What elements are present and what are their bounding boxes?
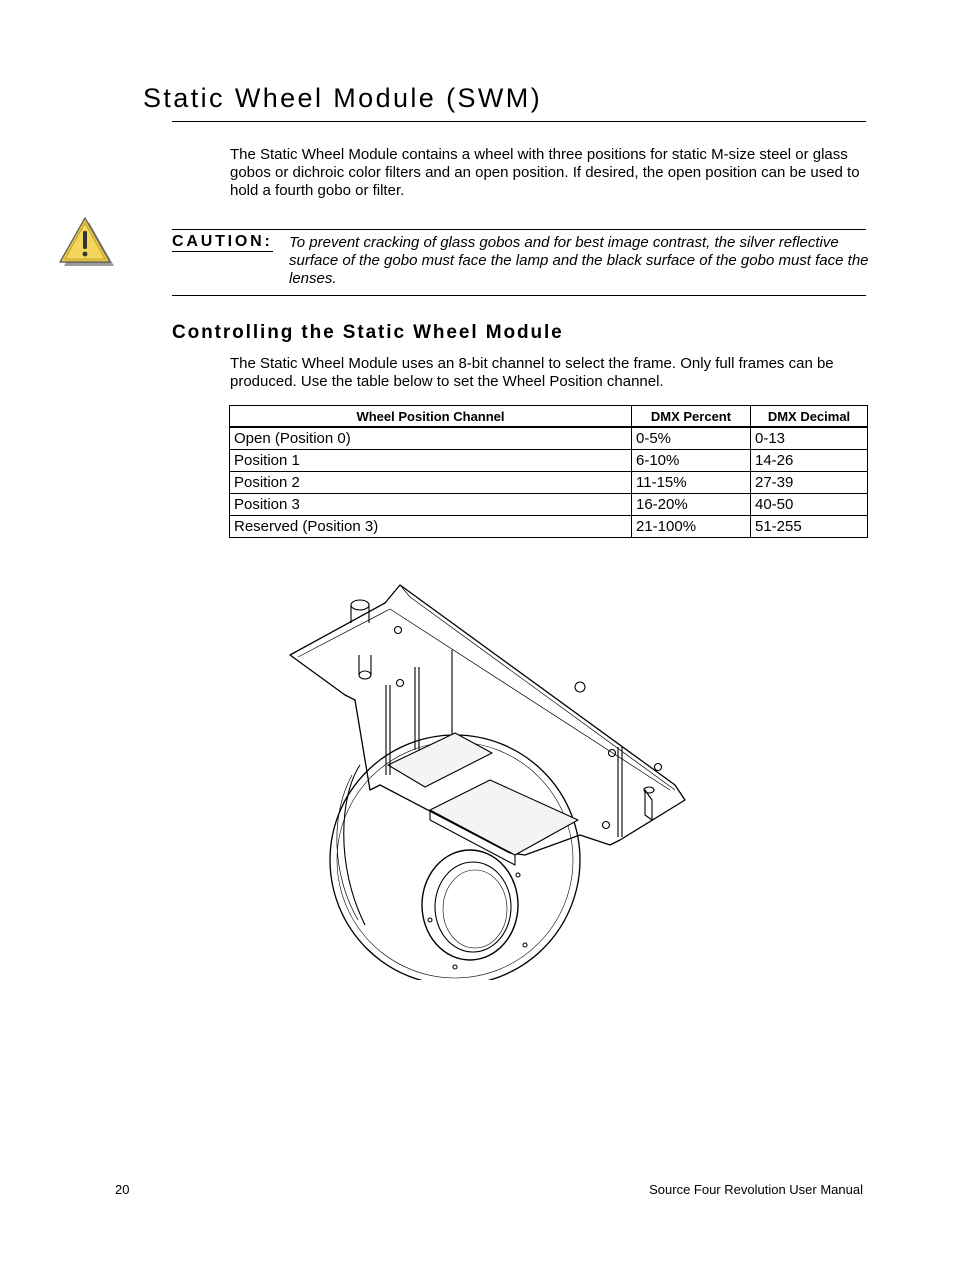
table-row: [230, 494, 868, 516]
caution-top-rule: [172, 229, 866, 230]
table-cell: Position 1: [230, 450, 632, 472]
warning-triangle-icon: [56, 216, 114, 268]
table-cell: 6-10%: [632, 450, 751, 472]
table-cell: Position 2: [230, 472, 632, 494]
table-cell: 51-255: [751, 516, 868, 538]
table-row: [230, 450, 868, 472]
table-row: [230, 427, 868, 450]
caution-text: To prevent cracking of glass gobos and for best image contrast, the silver reflective surface of the gobo must face the lamp and the black surface of the gobo must face the lenses.: [289, 234, 869, 287]
table-row: [230, 472, 868, 494]
section-body: The Static Wheel Module uses an 8-bit channel to select the frame. Only full frames can be produced. Use the table below to set the Wheel Position channel.: [230, 355, 834, 390]
table-cell: 0-5%: [632, 427, 751, 450]
table-row: [230, 516, 868, 538]
column-header: Wheel Position Channel: [230, 406, 632, 428]
column-header: DMX Decimal: [751, 406, 868, 428]
caution-bottom-rule: [172, 295, 866, 296]
table-cell: 0-13: [751, 427, 868, 450]
caution-label: CAUTION:: [172, 233, 273, 250]
static-wheel-module-illustration: [280, 575, 700, 980]
table-cell: 21-100%: [632, 516, 751, 538]
column-header: DMX Percent: [632, 406, 751, 428]
table-cell: 40-50: [751, 494, 868, 516]
table-cell: 14-26: [751, 450, 868, 472]
title-rule: [172, 121, 866, 122]
manual-title: Source Four Revolution User Manual: [649, 1182, 863, 1197]
wheel-position-table: [229, 405, 868, 538]
page-number: 20: [115, 1182, 130, 1197]
table-cell: 16-20%: [632, 494, 751, 516]
section-heading: Controlling the Static Wheel Module: [172, 322, 564, 343]
table-cell: 11-15%: [632, 472, 751, 494]
table-cell: Open (Position 0): [230, 427, 632, 450]
intro-paragraph: The Static Wheel Module contains a wheel with three positions for static M-size steel or glass gobos or dichroic color filters and an open position. If desired, the open position can be used to hold a fourth gobo or filter.: [230, 146, 860, 199]
table-cell: Reserved (Position 3): [230, 516, 632, 538]
table-header-row: [230, 406, 868, 428]
page-title: Static Wheel Module (SWM): [143, 83, 543, 113]
table-cell: Position 3: [230, 494, 632, 516]
table-cell: 27-39: [751, 472, 868, 494]
